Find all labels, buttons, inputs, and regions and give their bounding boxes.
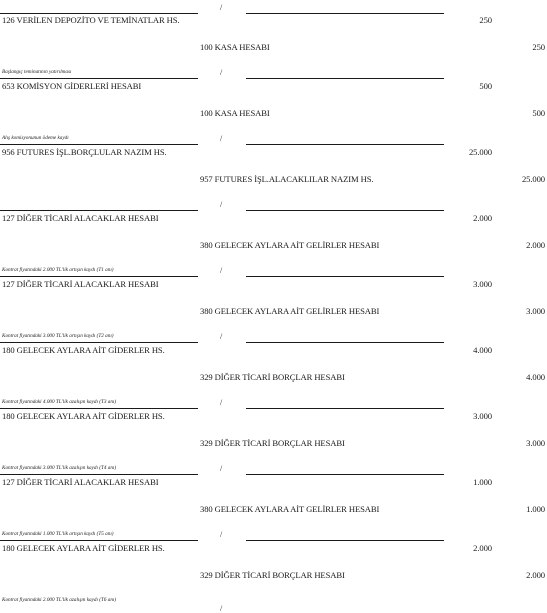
entry-description: Kontrat fiyatındaki 3.000 TL'lik azalışın kaydı (T4 anı)	[2, 465, 117, 471]
entry-rule-right	[246, 276, 444, 277]
entry-rule-left	[0, 540, 198, 541]
entry-description: Kontrat fiyatındaki 1.000 TL'lik artışın kaydı (T5 anı)	[2, 531, 114, 537]
credit-account: 329 DİĞER TİCARİ BORÇLAR HESABI	[200, 570, 345, 580]
entry-rule-right	[246, 342, 444, 343]
debit-account: 956 FUTURES İŞL.BORÇLULAR NAZIM HS.	[2, 147, 167, 157]
entry-slash: /	[220, 266, 223, 275]
entry-slash: /	[220, 200, 223, 209]
credit-amount: 25.000	[521, 174, 545, 184]
debit-amount: 3.000	[473, 411, 492, 421]
debit-account: 127 DİĞER TİCARİ ALACAKLAR HESABI	[2, 477, 159, 487]
entry-rule-right	[246, 144, 444, 145]
entry-slash: /	[220, 68, 223, 77]
entry-slash: /	[220, 530, 223, 539]
credit-account: 100 KASA HESABI	[200, 42, 270, 52]
entry-header-rule-right	[246, 13, 444, 14]
entry-rule-right	[246, 540, 444, 541]
entry-description: Başlangıç teminatının yatırılması	[2, 69, 72, 75]
credit-account: 957 FUTURES İŞL.ALACAKLILAR NAZIM HS.	[200, 174, 374, 184]
credit-amount: 2.000	[526, 240, 545, 250]
entry-description: Kontrat fiyatındaki 2.000 TL'lik artışın kaydı (T1 anı)	[2, 267, 114, 273]
credit-amount: 4.000	[526, 372, 545, 382]
entry-rule-left	[0, 474, 198, 475]
credit-account: 380 GELECEK AYLARA AİT GELİRLER HESABI	[200, 306, 380, 316]
debit-amount: 1.000	[473, 477, 492, 487]
debit-amount: 3.000	[473, 279, 492, 289]
entry-header-rule-left	[0, 13, 198, 14]
credit-account: 380 GELECEK AYLARA AİT GELİRLER HESABI	[200, 240, 380, 250]
debit-account: 127 DİĞER TİCARİ ALACAKLAR HESABI	[2, 279, 159, 289]
debit-amount: 250	[479, 15, 492, 25]
entry-slash: /	[220, 398, 223, 407]
entry-rule-right	[246, 408, 444, 409]
entry-slash: /	[220, 604, 223, 613]
entry-description: Alış komisyonunun ödeme kaydı	[2, 135, 69, 141]
credit-amount: 3.000	[526, 438, 545, 448]
entry-rule-right	[246, 78, 444, 79]
entry-description: Kontrat fiyatındaki 3.000 TL'lik artışın kaydı (T2 anı)	[2, 333, 114, 339]
credit-account: 329 DİĞER TİCARİ BORÇLAR HESABI	[200, 372, 345, 382]
debit-account: 180 GELECEK AYLARA AİT GİDERLER HS.	[2, 543, 165, 553]
entry-rule-left	[0, 210, 198, 211]
debit-account: 653 KOMİSYON GİDERLERİ HESABI	[2, 81, 142, 91]
credit-amount: 3.000	[526, 306, 545, 316]
debit-amount: 2.000	[473, 543, 492, 553]
entry-rule-right	[246, 210, 444, 211]
credit-account: 329 DİĞER TİCARİ BORÇLAR HESABI	[200, 438, 345, 448]
entry-rule-left	[0, 78, 198, 79]
entry-slash: /	[220, 332, 223, 341]
credit-account: 100 KASA HESABI	[200, 108, 270, 118]
credit-amount: 1.000	[526, 504, 545, 514]
entry-rule-right	[246, 474, 444, 475]
entry-slash: /	[220, 134, 223, 143]
entry-rule-left	[0, 342, 198, 343]
debit-amount: 500	[479, 81, 492, 91]
entry-slash: /	[220, 464, 223, 473]
entry-header-slash: /	[220, 3, 223, 12]
debit-account: 180 GELECEK AYLARA AİT GİDERLER HS.	[2, 411, 165, 421]
debit-account: 127 DİĞER TİCARİ ALACAKLAR HESABI	[2, 213, 159, 223]
entry-rule-left	[0, 276, 198, 277]
entry-rule-left	[0, 408, 198, 409]
credit-amount: 2.000	[526, 570, 545, 580]
debit-amount: 25.000	[468, 147, 492, 157]
credit-amount: 500	[532, 108, 545, 118]
debit-amount: 4.000	[473, 345, 492, 355]
entry-description: Kontrat fiyatındaki 2.000 TL'lik azalışın kaydı (T6 anı)	[2, 597, 117, 603]
credit-amount: 250	[532, 42, 545, 52]
entry-rule-left	[0, 144, 198, 145]
debit-amount: 2.000	[473, 213, 492, 223]
debit-account: 180 GELECEK AYLARA AİT GİDERLER HS.	[2, 345, 165, 355]
debit-account: 126 VERİLEN DEPOZİTO VE TEMİNATLAR HS.	[2, 15, 180, 25]
entry-description: Kontrat fiyatındaki 4.000 TL'lik azalışın kaydı (T3 anı)	[2, 399, 117, 405]
credit-account: 380 GELECEK AYLARA AİT GELİRLER HESABI	[200, 504, 380, 514]
